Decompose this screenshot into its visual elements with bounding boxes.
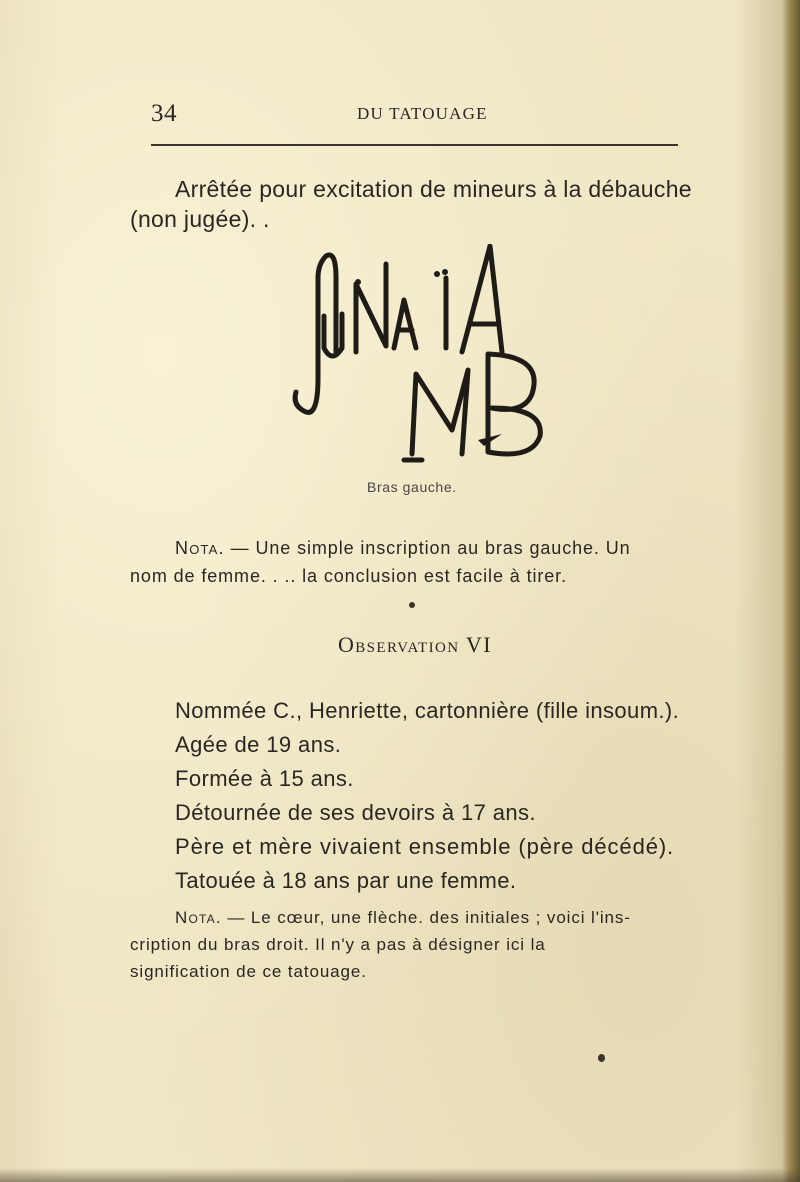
fact-line: Nommée C., Henriette, cartonnière (fille insoum.). xyxy=(175,698,680,723)
nota-label: Nota. xyxy=(175,538,225,558)
ink-speck xyxy=(598,1054,605,1062)
nota-2-line-3: signification de ce tatouage. xyxy=(130,962,367,981)
nota-1-line-2: nom de femme. . .. la conclusion est facile à tirer. xyxy=(130,566,567,586)
fact-line: Père et mère vivaient ensemble (père décédé). xyxy=(175,834,675,859)
page-edge-shadow xyxy=(782,0,800,1182)
nota-paragraph-2 xyxy=(130,904,710,985)
fact-line: Tatouée à 18 ans par une femme. xyxy=(175,868,517,893)
fact-line: Formée à 15 ans. xyxy=(175,766,354,791)
arrest-line-1: Arrêtée pour excitation de mineurs à la débauche xyxy=(175,176,692,202)
observation-heading: Observation VI xyxy=(337,632,492,657)
fact-line: Agée de 19 ans. xyxy=(175,732,342,757)
nota-2-line-1: Nota. — Le cœur, une flèche. des initiales ; voici l'ins- xyxy=(175,908,631,927)
nota-label: Nota. xyxy=(175,908,222,927)
nota-2-line-2: cription du bras droit. Il n'y a pas à désigner ici la xyxy=(130,935,546,954)
ink-speck xyxy=(409,602,415,608)
observation-facts xyxy=(175,694,735,898)
figure-caption: Bras gauche. xyxy=(367,479,457,495)
page-number: 34 xyxy=(151,100,177,127)
page-bottom-shadow xyxy=(0,1168,800,1182)
tattoo-inscription-drawing xyxy=(292,244,562,468)
nota-paragraph-1 xyxy=(130,534,710,590)
fact-line: Détournée de ses devoirs à 17 ans. xyxy=(175,800,536,825)
running-title: DU TATOUAGE xyxy=(357,104,488,123)
header-rule xyxy=(151,144,678,146)
arrest-line-2: (non jugée). . xyxy=(130,206,270,232)
nota-1-line-1: Nota. — Une simple inscription au bras gauche. Un xyxy=(175,538,631,558)
arrest-paragraph xyxy=(130,174,710,234)
